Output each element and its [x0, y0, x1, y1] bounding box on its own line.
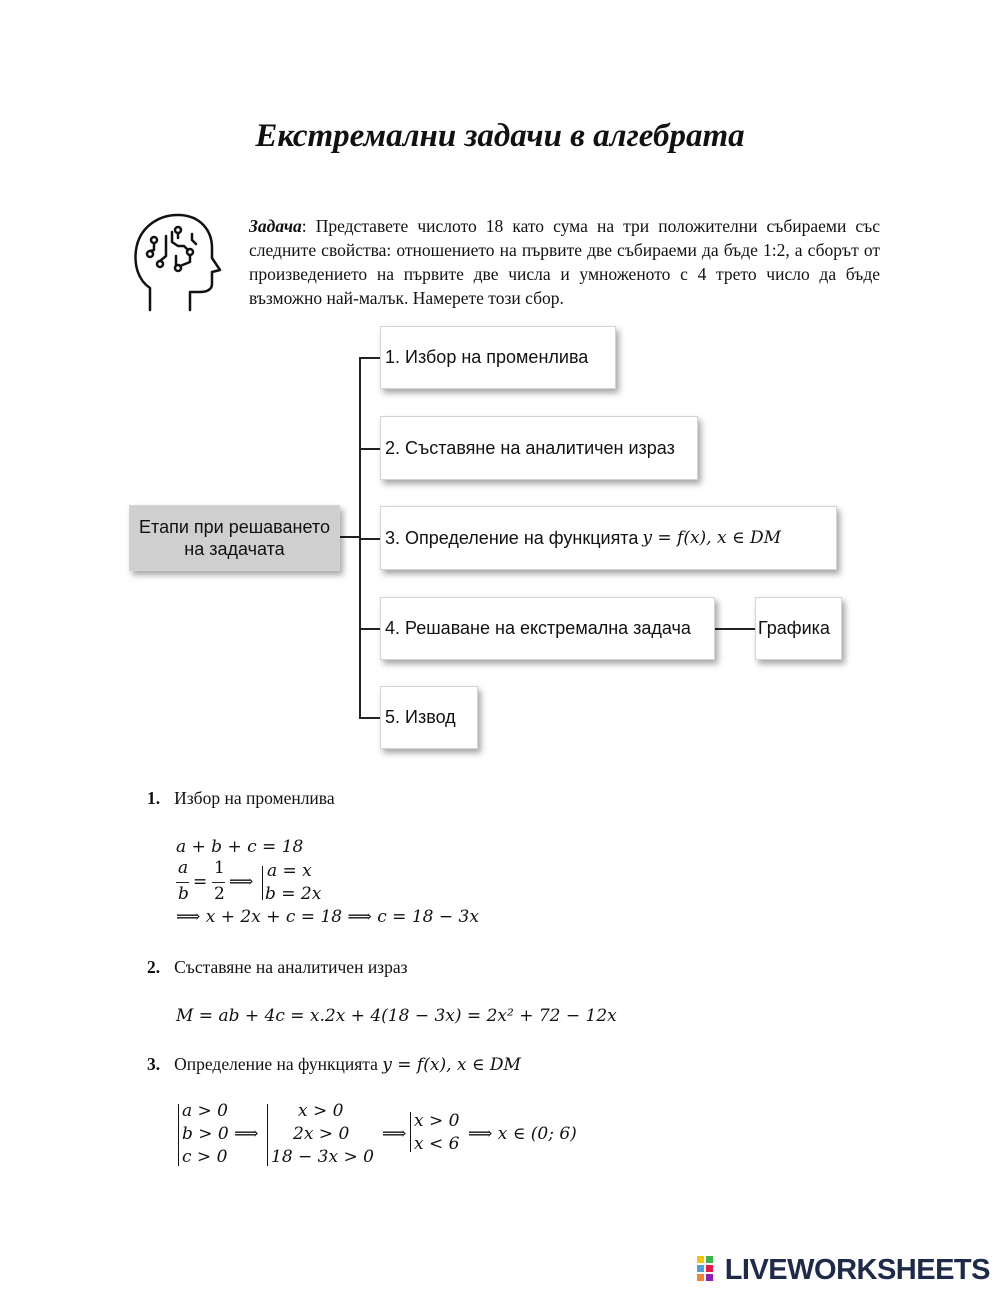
diagram-step-3-label: 3. Определение на функцията — [385, 527, 639, 548]
connector-2 — [359, 448, 381, 450]
s3-b: b > 0 ⟹ — [182, 1124, 259, 1144]
s1-line4: ⟹ x + 2x + c = 18 ⟹ c = 18 − 3x — [176, 907, 479, 927]
s3-system1-bar — [178, 1104, 179, 1166]
section-1-number: 1. — [147, 788, 161, 808]
s1-frac-num-a: a — [178, 858, 189, 878]
connector-3 — [359, 538, 381, 540]
logo-blocks-icon — [697, 1256, 723, 1282]
connector-1 — [359, 357, 381, 359]
section-1-title: Избор на променлива — [174, 788, 335, 808]
s1-system-2: b = 2x — [265, 884, 322, 904]
s3-g: x > 0 — [414, 1111, 460, 1131]
s3-a: a > 0 — [182, 1101, 229, 1121]
task-label: Задача — [249, 216, 302, 236]
s3-d: x > 0 — [298, 1101, 344, 1121]
s3-f: 18 − 3x > 0 — [271, 1147, 374, 1167]
s3-c: c > 0 — [182, 1147, 228, 1167]
logo-text: LIVEWORKSHEETS — [724, 1254, 990, 1286]
page-title: Екстремални задачи в алгебрата — [255, 118, 745, 154]
diagram-step-1: 1. Избор на променлива — [380, 326, 616, 389]
liveworksheets-logo — [697, 1254, 990, 1287]
section-2-number: 2. — [147, 957, 161, 977]
section-1-heading — [147, 788, 335, 809]
section-2-title: Съставяне на аналитичен израз — [174, 957, 408, 977]
diagram-step-3 — [380, 506, 837, 570]
s3-h: x < 6 — [414, 1134, 460, 1154]
section-3-title: Определение на функцията — [174, 1054, 383, 1074]
diagram-step-5: 5. Извод — [380, 686, 478, 749]
section-3-heading — [147, 1054, 521, 1075]
s1-frac-den-2: 2 — [214, 884, 225, 904]
connector-5 — [359, 717, 381, 719]
diagram-main-box: Етапи при решаването на задачата — [129, 505, 340, 571]
s3-result: ⟹ x ∈ (0; 6) — [468, 1124, 577, 1144]
brain-head-icon — [130, 210, 222, 314]
s1-frac-bar-1 — [176, 882, 189, 883]
s2-line: M = ab + 4c = x.2x + 4(18 − 3x) = 2x² + 72 − 12x — [176, 1006, 617, 1026]
s3-system3-bar — [410, 1112, 411, 1152]
connector-4 — [359, 628, 381, 630]
diagram-graph-box: Графика — [755, 597, 842, 660]
s1-system-bar — [262, 866, 263, 900]
s1-frac-bar-2 — [212, 882, 225, 883]
s1-system-1: a = x — [267, 861, 312, 881]
section-2-heading — [147, 957, 408, 978]
s1-equals: = — [193, 872, 208, 892]
task-text — [249, 214, 880, 310]
section-3-number: 3. — [147, 1054, 161, 1074]
task-body: : Представете числото 18 като сума на три положителни събираеми със следните свойства: отношението на първите две събираеми да бъде 1:2, а сборът от произведението на първите две числа и умноженото с 4 трето число да бъде възможно най-малък. Намерете този сбор. — [249, 216, 880, 308]
s3-arrow: ⟹ — [382, 1124, 407, 1144]
diagram-step-4: 4. Решаване на екстремална задача — [380, 597, 715, 660]
s1-arrow: ⟹ — [229, 872, 254, 892]
s3-e: 2x > 0 — [293, 1124, 350, 1144]
connector-graph — [715, 628, 756, 630]
s3-system2-bar — [267, 1104, 268, 1166]
s1-frac-num-1: 1 — [214, 858, 225, 878]
s1-frac-den-b: b — [178, 884, 189, 904]
connector-main — [340, 536, 360, 538]
diagram-step-3-math: y = f(x), x ∈ DM — [642, 528, 781, 548]
section-3-math: y = f(x), x ∈ DM — [382, 1055, 521, 1075]
s1-line1: a + b + c = 18 — [176, 837, 304, 857]
diagram-step-2: 2. Съставяне на аналитичен израз — [380, 416, 698, 480]
